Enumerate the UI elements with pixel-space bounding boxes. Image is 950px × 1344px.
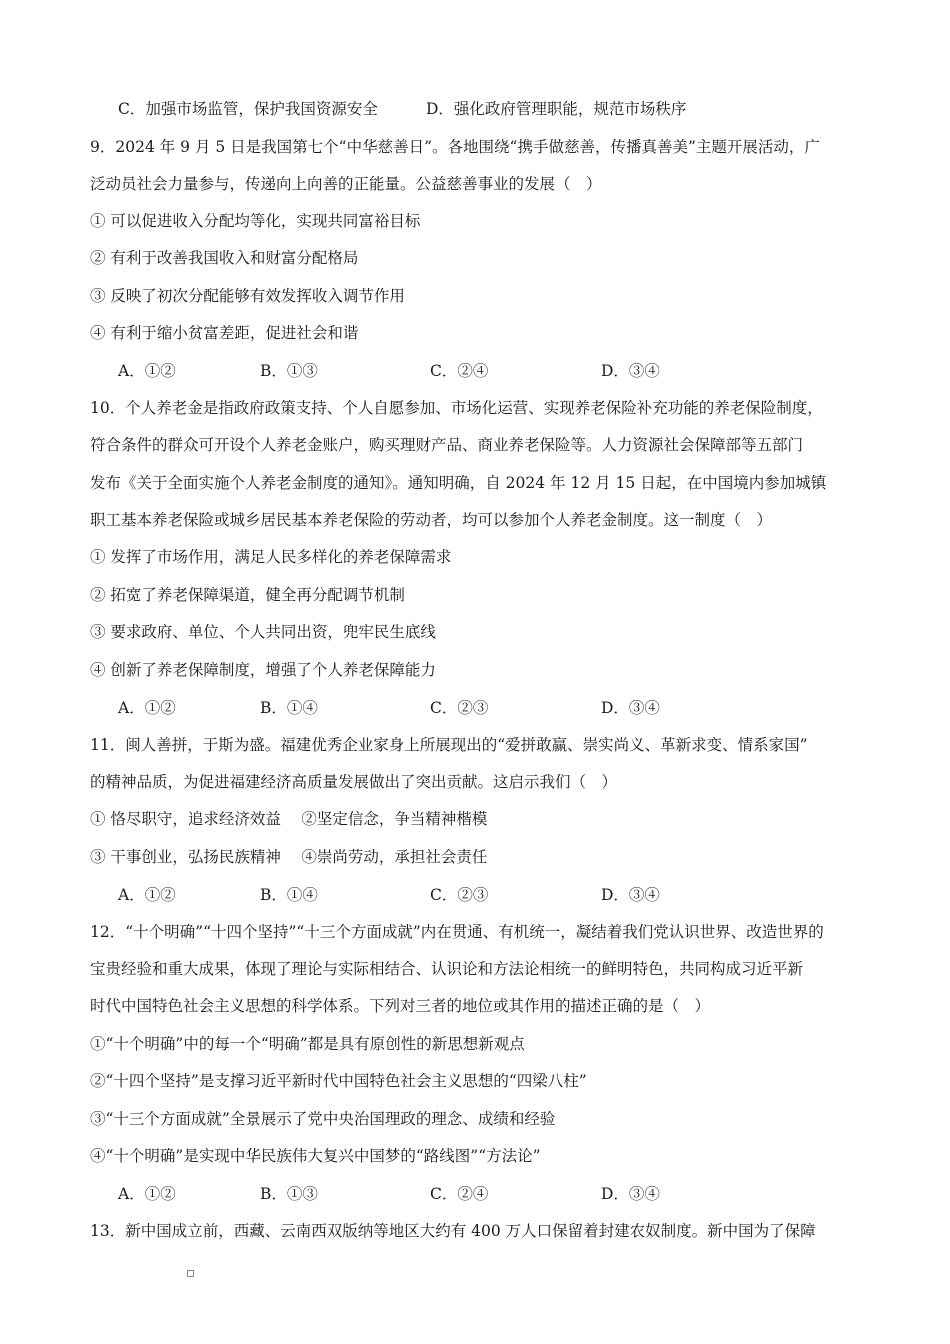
q11-options-row (118, 885, 678, 905)
q8-option-c: C．加强市场监管，保护我国资源安全 (118, 100, 378, 118)
q11-option-c: C．②③ (430, 886, 489, 904)
q10-item-4: ④ 创新了养老保障制度，增强了个人养老保障能力 (90, 661, 436, 679)
q9-options-row (118, 361, 678, 381)
q9-stem-line-1: 9．2024 年 9 月 5 日是我国第七个“中华慈善日”。各地围绕“携手做慈善，传播真善美”主题开展活动，广 (90, 138, 820, 156)
q10-option-c: C．②③ (430, 699, 489, 717)
q12-option-a: A．①② (118, 1185, 176, 1203)
q11-stem-line-1: 11．闽人善拼，于斯为盛。福建优秀企业家身上所展现出的“爱拼敢赢、崇实尚义、革新求变、情系家国” (90, 736, 808, 754)
q10-option-b: B．①④ (260, 699, 318, 717)
q10-options-row (118, 698, 678, 718)
q12-stem-line-3: 时代中国特色社会主义思想的科学体系。下列对三者的地位或其作用的描述正确的是（ ） (90, 997, 711, 1015)
q13-stem-line-1: 13．新中国成立前，西藏、云南西双版纳等地区大约有 400 万人口保留着封建农奴制度。新中国为了保障 (90, 1222, 816, 1240)
q11-item-row-2: ③ 干事创业，弘扬民族精神 ④崇尚劳动，承担社会责任 (90, 848, 488, 866)
q10-item-2: ② 拓宽了养老保障渠道，健全再分配调节机制 (90, 586, 405, 604)
q11-option-b: B．①④ (260, 886, 318, 904)
footer-marker-icon (187, 1270, 194, 1277)
q12-item-3: ③“十三个方面成就”全景展示了党中央治国理政的理念、成绩和经验 (90, 1110, 556, 1128)
q10-option-d: D．③④ (601, 699, 660, 717)
q9-option-a: A．①② (118, 362, 176, 380)
q9-option-d: D．③④ (601, 362, 660, 380)
q12-item-4: ④“十个明确”是实现中华民族伟大复兴中国梦的“路线图”“方法论” (90, 1147, 541, 1165)
q9-item-3: ③ 反映了初次分配能够有效发挥收入调节作用 (90, 287, 405, 305)
q12-item-1: ①“十个明确”中的每一个“明确”都是具有原创性的新思想新观点 (90, 1035, 525, 1053)
q10-option-a: A．①② (118, 699, 176, 717)
q12-option-c: C．②④ (430, 1185, 489, 1203)
q9-option-b: B．①③ (260, 362, 318, 380)
q11-option-d: D．③④ (601, 886, 660, 904)
q10-stem-line-1: 10．个人养老金是指政府政策支持、个人自愿参加、市场化运营、实现养老保险补充功能的养老保险制度， (90, 399, 823, 417)
q9-item-4: ④ 有利于缩小贫富差距，促进社会和谐 (90, 324, 359, 342)
q9-option-c: C．②④ (430, 362, 489, 380)
q10-stem-line-2: 符合条件的群众可开设个人养老金账户，购买理财产品、商业养老保险等。人力资源社会保障部等五部门 (90, 436, 804, 454)
q12-stem-line-1: 12．“十个明确”“十四个坚持”“十三个方面成就”内在贯通、有机统一，凝结着我们党认识世界、改造世界的 (90, 923, 824, 941)
q11-option-a: A．①② (118, 886, 176, 904)
q12-option-d: D．③④ (601, 1185, 660, 1203)
q11-item-row-1: ① 恪尽职守，追求经济效益 ②坚定信念，争当精神楷模 (90, 810, 488, 828)
q10-item-1: ① 发挥了市场作用，满足人民多样化的养老保障需求 (90, 548, 452, 566)
q12-item-2: ②“十四个坚持”是支撑习近平新时代中国特色社会主义思想的“四梁八柱” (90, 1072, 587, 1090)
q8-option-d: D．强化政府管理职能，规范市场秩序 (426, 100, 687, 118)
q12-options-row (118, 1184, 678, 1204)
q11-stem-line-2: 的精神品质，为促进福建经济高质量发展做出了突出贡献。这启示我们（ ） (90, 773, 618, 791)
q10-item-3: ③ 要求政府、单位、个人共同出资，兜牢民生底线 (90, 623, 436, 641)
q12-option-b: B．①③ (260, 1185, 318, 1203)
q9-stem-line-2: 泛动员社会力量参与，传递向上向善的正能量。公益慈善事业的发展（ ） (90, 175, 602, 193)
q10-stem-line-3: 发布《关于全面实施个人养老金制度的通知》。通知明确，自 2024 年 12 月 15 日起，在中国境内参加城镇 (90, 474, 827, 492)
q8-options-row (118, 99, 687, 119)
q12-stem-line-2: 宝贵经验和重大成果，体现了理论与实际相结合、认识论和方法论相统一的鲜明特色，共同构成习近平新 (90, 960, 804, 978)
q10-stem-line-4: 职工基本养老保险或城乡居民基本养老保险的劳动者，均可以参加个人养老金制度。这一制度（ ） (90, 511, 773, 529)
q9-item-1: ① 可以促进收入分配均等化，实现共同富裕目标 (90, 212, 421, 230)
q9-item-2: ② 有利于改善我国收入和财富分配格局 (90, 249, 359, 267)
